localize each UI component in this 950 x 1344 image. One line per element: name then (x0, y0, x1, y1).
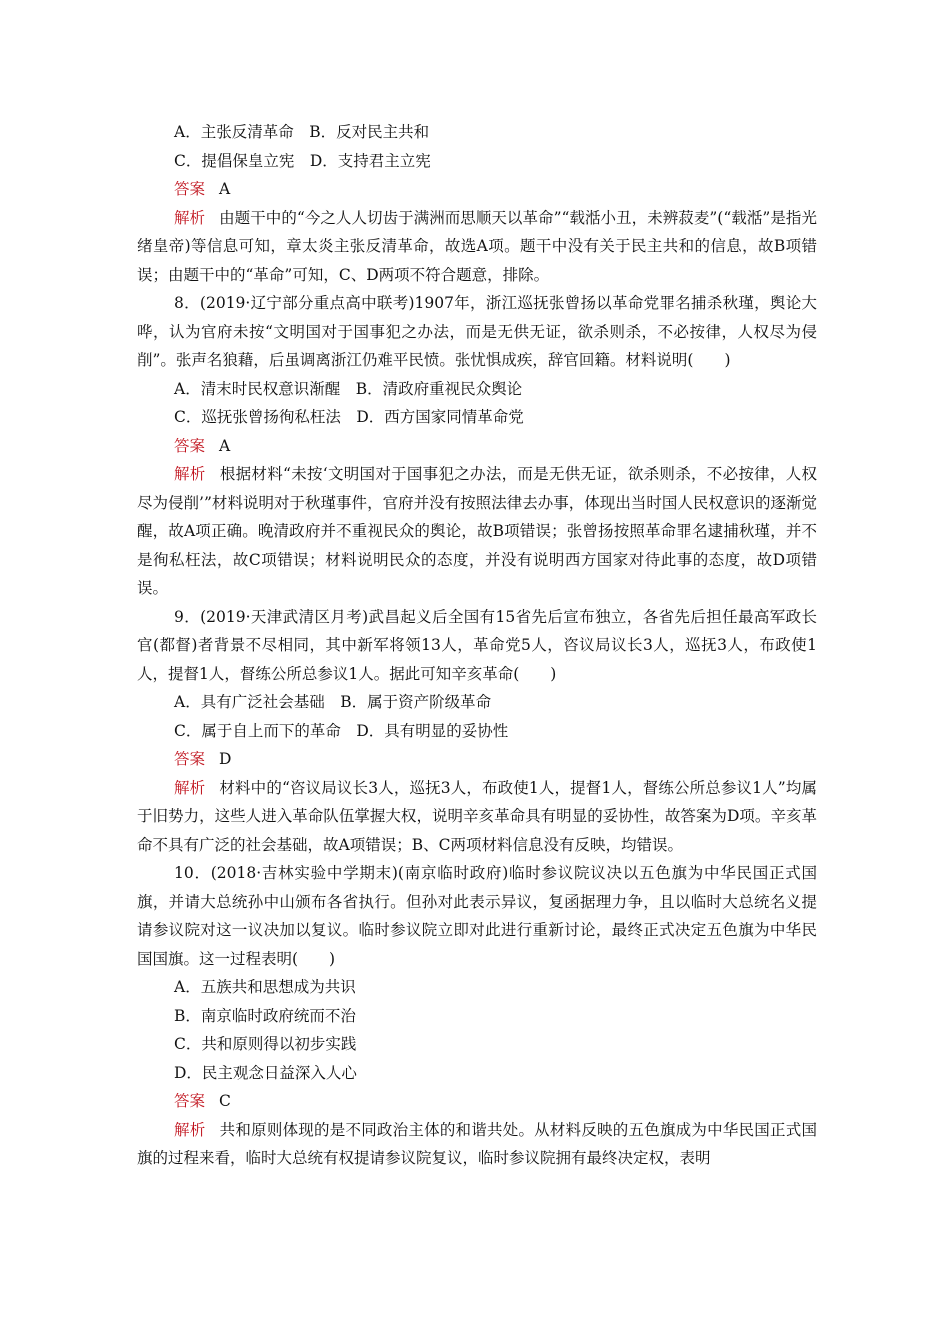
q9-analysis (137, 774, 817, 860)
analysis-text: 材料中的“咨议局议长3人，巡抚3人，布政使1人，提督1人，督练公所总参议1人”均属于旧势力，这些人进入革命队伍掌握大权，说明辛亥革命具有明显的妥协性，故答案为D项。辛亥革命不具有广泛的社会基础，故A项错误；B、C两项材料信息没有反映，均错误。 (137, 778, 817, 854)
q9-options-ab: A．具有广泛社会基础 B．属于资产阶级革命 (174, 693, 492, 711)
analysis-label: 解析 (174, 208, 206, 227)
answer-label: 答案 (174, 180, 206, 198)
document-body (137, 118, 817, 1173)
q8-answer (137, 432, 817, 461)
analysis-text: 由题干中的“今之人人切齿于满洲而思顺天以革命”“载湉小丑，未辨菽麦”(“载湉”是指光绪皇帝)等信息可知，章太炎主张反清革命，故选A项。题干中没有关于民主共和的信息，故B项错误；由题干中的“革命”可知，C、D两项不符合题意，排除。 (137, 208, 817, 284)
q9-answer (137, 745, 817, 774)
answer-value: D (219, 750, 232, 768)
q8-stem: 8．(2019·辽宁部分重点高中联考)1907年，浙江巡抚张曾扬以革命党罪名捕杀秋瑾，舆论大哗，认为官府未按“文明国对于国事犯之办法，而是无供无证，欲杀则杀，不必按律，人权尽为侵削”。张声名狼藉，后虽调离浙江仍难平民愤。张忧惧成疾，辞官回籍。材料说明( ) (137, 294, 817, 369)
answer-value: A (219, 436, 231, 455)
q10-analysis (137, 1116, 817, 1173)
analysis-label: 解析 (174, 465, 206, 483)
answer-label: 答案 (174, 1092, 206, 1110)
q7-answer (137, 175, 817, 204)
q7-options-ab: A．主张反清革命 B．反对民主共和 (174, 123, 430, 141)
q8-options-ab: A．清末时民权意识渐醒 B．清政府重视民众舆论 (174, 379, 523, 398)
q10-option-b: B．南京临时政府统而不治 (174, 1006, 356, 1025)
analysis-label: 解析 (174, 778, 206, 797)
answer-label: 答案 (174, 750, 206, 768)
q10-answer (137, 1087, 817, 1116)
q8-options-cd: C．巡抚张曾扬徇私枉法 D．西方国家同情革命党 (174, 408, 524, 426)
analysis-text: 共和原则体现的是不同政治主体的和谐共处。从材料反映的五色旗成为中华民国正式国旗的过程来看，临时大总统有权提请参议院复议，临时参议院拥有最终决定权，表明 (137, 1120, 817, 1167)
q9-stem: 9．(2019·天津武清区月考)武昌起义后全国有15省先后宣布独立，各省先后担任最高军政长官(都督)者背景不尽相同，其中新军将领13人，革命党5人，咨议局议长3人，巡抚3人，布政使1人，提督1人，督练公所总参议1人。据此可知辛亥革命( ) (137, 607, 817, 683)
q9-options-cd: C．属于自上而下的革命 D．具有明显的妥协性 (174, 721, 509, 740)
q10-option-a: A．五族共和思想成为共识 (174, 978, 356, 996)
answer-label: 答案 (174, 436, 206, 455)
q7-options-cd: C．提倡保皇立宪 D．支持君主立宪 (174, 151, 431, 170)
answer-value: C (219, 1092, 231, 1110)
analysis-text: 根据材料“未按‘文明国对于国事犯之办法，而是无供无证，欲杀则杀，不必按律，人权尽为侵削’”材料说明对于秋瑾事件，官府并没有按照法律去办事，体现出当时国人民权意识的逐渐觉醒，故A项正确。晚清政府并不重视民众的舆论，故B项错误；张曾扬按照革命罪名逮捕秋瑾，并不是徇私枉法，故C项错误；材料说明民众的态度，并没有说明西方国家对待此事的态度，故D项错误。 (137, 465, 817, 597)
q10-stem: 10．(2018·吉林实验中学期末)(南京临时政府)临时参议院议决以五色旗为中华民国正式国旗，并请大总统孙中山颁布各省执行。但孙对此表示异议，复函据理力争，且以临时大总统名义提请参议院对这一议决加以复议。临时参议院立即对此进行重新讨论，最终正式决定五色旗为中华民国国旗。这一过程表明( ) (137, 864, 817, 968)
q7-analysis (137, 204, 817, 290)
analysis-label: 解析 (174, 1120, 206, 1139)
answer-value: A (219, 180, 231, 198)
q10-option-d: D．民主观念日益深入人心 (174, 1063, 357, 1082)
q10-option-c: C．共和原则得以初步实践 (174, 1035, 357, 1053)
q8-analysis (137, 460, 817, 603)
